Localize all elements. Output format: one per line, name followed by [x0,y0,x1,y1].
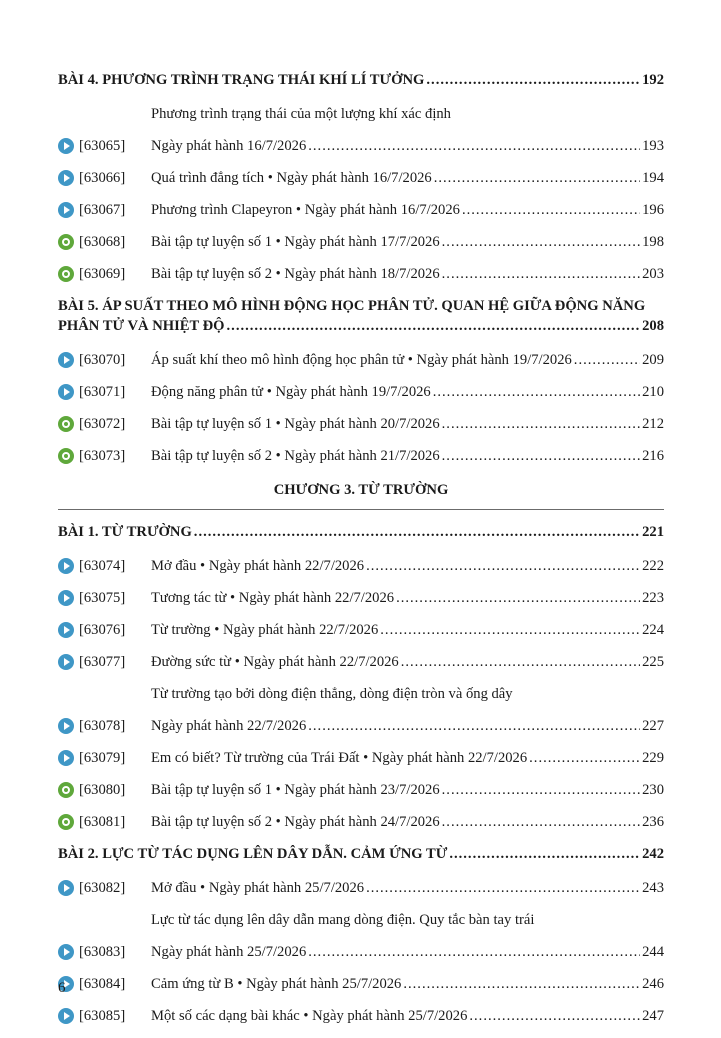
entry-title-line [151,910,664,930]
entry-title [151,684,664,736]
entry-title-line [151,878,664,898]
entry-page-number: 236 [642,814,664,830]
entry-page-number: 246 [642,976,664,992]
entry-title-line [151,264,664,284]
dot-leader [462,200,640,220]
entry-code: [63067] [79,202,126,218]
entry-text: Tương tác từ • Ngày phát hành 22/7/2026 [151,590,395,606]
entry-code: [63078] [79,718,126,734]
entry-text: Mở đầu • Ngày phát hành 25/7/2026 [151,880,365,896]
entry-title-line [151,104,664,124]
entry-page-number: 227 [642,718,664,734]
entry-code: [63065] [79,138,126,154]
entry-text: Mở đầu • Ngày phát hành 22/7/2026 [151,558,365,574]
entry-title-line [151,446,664,466]
toc-entry[interactable] [58,974,664,994]
entry-title [151,232,664,252]
entry-title-line [151,652,664,672]
chapter-divider [58,509,664,510]
entry-code: [63069] [79,266,126,282]
page-number: 6 [58,980,66,996]
entry-page-number: 216 [642,448,664,464]
toc-entry[interactable] [58,232,664,252]
exercise-icon [58,234,74,250]
dot-leader [403,974,640,994]
dot-leader [442,812,640,832]
exercise-icon [58,814,74,830]
dot-leader [434,168,640,188]
entry-text: Bài tập tự luyện số 2 • Ngày phát hành 21/7/2026 [151,448,440,464]
exercise-icon [58,266,74,282]
toc-entry[interactable] [58,350,664,370]
entry-title [151,878,664,898]
toc-entry[interactable] [58,588,664,608]
entry-page-number: 203 [642,266,664,282]
entry-code: [63082] [79,880,126,896]
play-icon [58,384,74,400]
toc-entry[interactable] [58,446,664,466]
entry-text: Cảm ứng từ B • Ngày phát hành 25/7/2026 [151,976,402,992]
toc-entry[interactable] [58,748,664,768]
entry-title-line [151,168,664,188]
dot-leader [227,316,641,336]
entry-title-line [151,780,664,800]
dot-leader [433,382,640,402]
entry-text: Bài tập tự luyện số 1 • Ngày phát hành 20/7/2026 [151,416,440,432]
entry-text: Ngày phát hành 16/7/2026 [151,138,307,154]
entry-title [151,910,664,962]
entry-page-number: 244 [642,944,664,960]
dot-leader [396,588,640,608]
toc-entry[interactable] [58,878,664,898]
toc-entry[interactable] [58,414,664,434]
lesson-heading[interactable] [58,70,664,90]
exercise-icon [58,782,74,798]
entry-code: [63081] [79,814,126,830]
toc-entry[interactable] [58,168,664,188]
lesson-title-line [58,844,664,864]
entry-title [151,588,664,608]
entry-title-line [151,556,664,576]
dot-leader [442,780,640,800]
lesson-title-line [58,522,664,542]
dot-leader [380,620,640,640]
toc-entry[interactable] [58,556,664,576]
entry-text: Từ trường tạo bởi dòng điện thẳng, dòng điện tròn và ống dây [151,686,513,702]
play-icon [58,880,74,896]
lesson-title: BÀI 2. LỰC TỪ TÁC DỤNG LÊN DÂY DẪN. CẢM ỨNG TỪ [58,846,448,862]
dot-leader [574,350,640,370]
dot-leader [194,522,640,542]
entry-page-number: 230 [642,782,664,798]
entry-title-line [151,748,664,768]
entry-title [151,264,664,284]
entry-title-line [151,136,664,156]
dot-leader [442,264,640,284]
entry-title-line [151,716,664,736]
entry-title-line [151,382,664,402]
entry-text: Từ trường • Ngày phát hành 22/7/2026 [151,622,379,638]
chapter-title: CHƯƠNG 3. TỪ TRƯỜNG [273,482,449,498]
entry-code: [63079] [79,750,126,766]
entry-page-number: 209 [642,352,664,368]
entry-text: Ngày phát hành 25/7/2026 [151,944,307,960]
entry-page-number: 222 [642,558,664,574]
play-icon [58,352,74,368]
dot-leader [469,1006,640,1026]
entry-title-line [151,620,664,640]
dot-leader [308,942,640,962]
entry-code: [63071] [79,384,126,400]
lesson-title-line [58,296,664,316]
toc-entry[interactable] [58,264,664,284]
lesson-page-number: 208 [642,318,664,334]
entry-page-number: 212 [642,416,664,432]
entry-code: [63085] [79,1008,126,1024]
entry-code: [63066] [79,170,126,186]
exercise-icon [58,416,74,432]
entry-title-line [151,1006,664,1026]
entry-code: [63072] [79,416,126,432]
play-icon [58,558,74,574]
play-icon [58,590,74,606]
lesson-page-number: 221 [642,524,664,540]
entry-page-number: 229 [642,750,664,766]
dot-leader [426,70,640,90]
entry-page-number: 224 [642,622,664,638]
play-icon [58,1008,74,1024]
entry-title-line [151,942,664,962]
entry-text: Quá trình đẳng tích • Ngày phát hành 16/7/2026 [151,170,432,186]
entry-title [151,168,664,188]
play-icon [58,202,74,218]
lesson-title-line [58,316,664,336]
entry-text: Phương trình Clapeyron • Ngày phát hành 16/7/2026 [151,202,460,218]
entry-code: [63084] [79,976,126,992]
lesson-title: BÀI 1. TỪ TRƯỜNG [58,524,192,540]
lesson-title: BÀI 4. PHƯƠNG TRÌNH TRẠNG THÁI KHÍ LÍ TƯỞNG [58,72,425,88]
dot-leader [401,652,640,672]
entry-page-number: 193 [642,138,664,154]
entry-text: Phương trình trạng thái của một lượng khí xác định [151,106,451,122]
dot-leader [442,414,640,434]
toc-entry[interactable] [58,1006,664,1026]
table-of-contents [58,70,664,1038]
play-icon [58,170,74,186]
lesson-title-line [58,70,664,90]
dot-leader [449,844,640,864]
entry-title [151,974,664,994]
play-icon [58,718,74,734]
entry-page-number: 194 [642,170,664,186]
entry-code: [63070] [79,352,126,368]
entry-title [151,556,664,576]
entry-code: [63076] [79,622,126,638]
entry-code: [63077] [79,654,126,670]
toc-entry[interactable] [58,652,664,672]
entry-title-line [151,974,664,994]
entry-title [151,812,664,832]
entry-code: [63075] [79,590,126,606]
entry-title [151,1006,664,1026]
entry-title [151,382,664,402]
entry-title [151,780,664,800]
dot-leader [366,878,640,898]
entry-title [151,620,664,640]
entry-text: Lực từ tác dụng lên dây dẫn mang dòng điện. Quy tắc bàn tay trái [151,912,535,928]
dot-leader [442,446,640,466]
entry-page-number: 243 [642,880,664,896]
entry-title [151,104,664,156]
entry-text: Em có biết? Từ trường của Trái Đất • Ngày phát hành 22/7/2026 [151,750,528,766]
dot-leader [442,232,640,252]
entry-title [151,652,664,672]
entry-text: Bài tập tự luyện số 1 • Ngày phát hành 23/7/2026 [151,782,440,798]
lesson-heading[interactable] [58,296,664,336]
entry-text: Một số các dạng bài khác • Ngày phát hành 25/7/2026 [151,1008,468,1024]
entry-page-number: 198 [642,234,664,250]
entry-title-line [151,588,664,608]
toc-entry[interactable] [58,684,664,736]
entry-page-number: 223 [642,590,664,606]
lesson-title: PHÂN TỬ VÀ NHIỆT ĐỘ [58,318,225,334]
entry-title [151,414,664,434]
entry-title-line [151,812,664,832]
lesson-page-number: 242 [642,846,664,862]
entry-text: Ngày phát hành 22/7/2026 [151,718,307,734]
play-icon [58,138,74,154]
entry-text: Bài tập tự luyện số 2 • Ngày phát hành 24/7/2026 [151,814,440,830]
entry-text: Đường sức từ • Ngày phát hành 22/7/2026 [151,654,399,670]
entry-title-line [151,684,664,704]
entry-code: [63073] [79,448,126,464]
entry-page-number: 196 [642,202,664,218]
entry-text: Áp suất khí theo mô hình động học phân tử • Ngày phát hành 19/7/2026 [151,352,572,368]
dot-leader [308,136,640,156]
lesson-heading[interactable] [58,844,664,864]
entry-title [151,446,664,466]
toc-entry[interactable] [58,382,664,402]
entry-code: [63068] [79,234,126,250]
toc-entry[interactable] [58,104,664,156]
dot-leader [366,556,640,576]
play-icon [58,944,74,960]
entry-code: [63074] [79,558,126,574]
entry-page-number: 247 [642,1008,664,1024]
entry-title-line [151,414,664,434]
toc-entry[interactable] [58,812,664,832]
play-icon [58,750,74,766]
entry-title-line [151,200,664,220]
entry-text: Bài tập tự luyện số 1 • Ngày phát hành 17/7/2026 [151,234,440,250]
lesson-page-number: 192 [642,72,664,88]
entry-title-line [151,350,664,370]
toc-entry[interactable] [58,910,664,962]
entry-page-number: 225 [642,654,664,670]
toc-entry[interactable] [58,780,664,800]
play-icon [58,654,74,670]
dot-leader [529,748,640,768]
entry-page-number: 210 [642,384,664,400]
entry-code: [63083] [79,944,126,960]
lesson-heading[interactable] [58,522,664,542]
lesson-title: BÀI 5. ÁP SUẤT THEO MÔ HÌNH ĐỘNG HỌC PHÂN TỬ. QUAN HỆ GIỮA ĐỘNG NĂNG [58,298,646,314]
entry-title [151,748,664,768]
toc-entry[interactable] [58,200,664,220]
play-icon [58,622,74,638]
entry-text: Động năng phân tử • Ngày phát hành 19/7/2026 [151,384,431,400]
exercise-icon [58,448,74,464]
toc-entry[interactable] [58,620,664,640]
entry-text: Bài tập tự luyện số 2 • Ngày phát hành 18/7/2026 [151,266,440,282]
entry-title [151,200,664,220]
entry-code: [63080] [79,782,126,798]
entry-title-line [151,232,664,252]
entry-title [151,350,664,370]
dot-leader [308,716,640,736]
